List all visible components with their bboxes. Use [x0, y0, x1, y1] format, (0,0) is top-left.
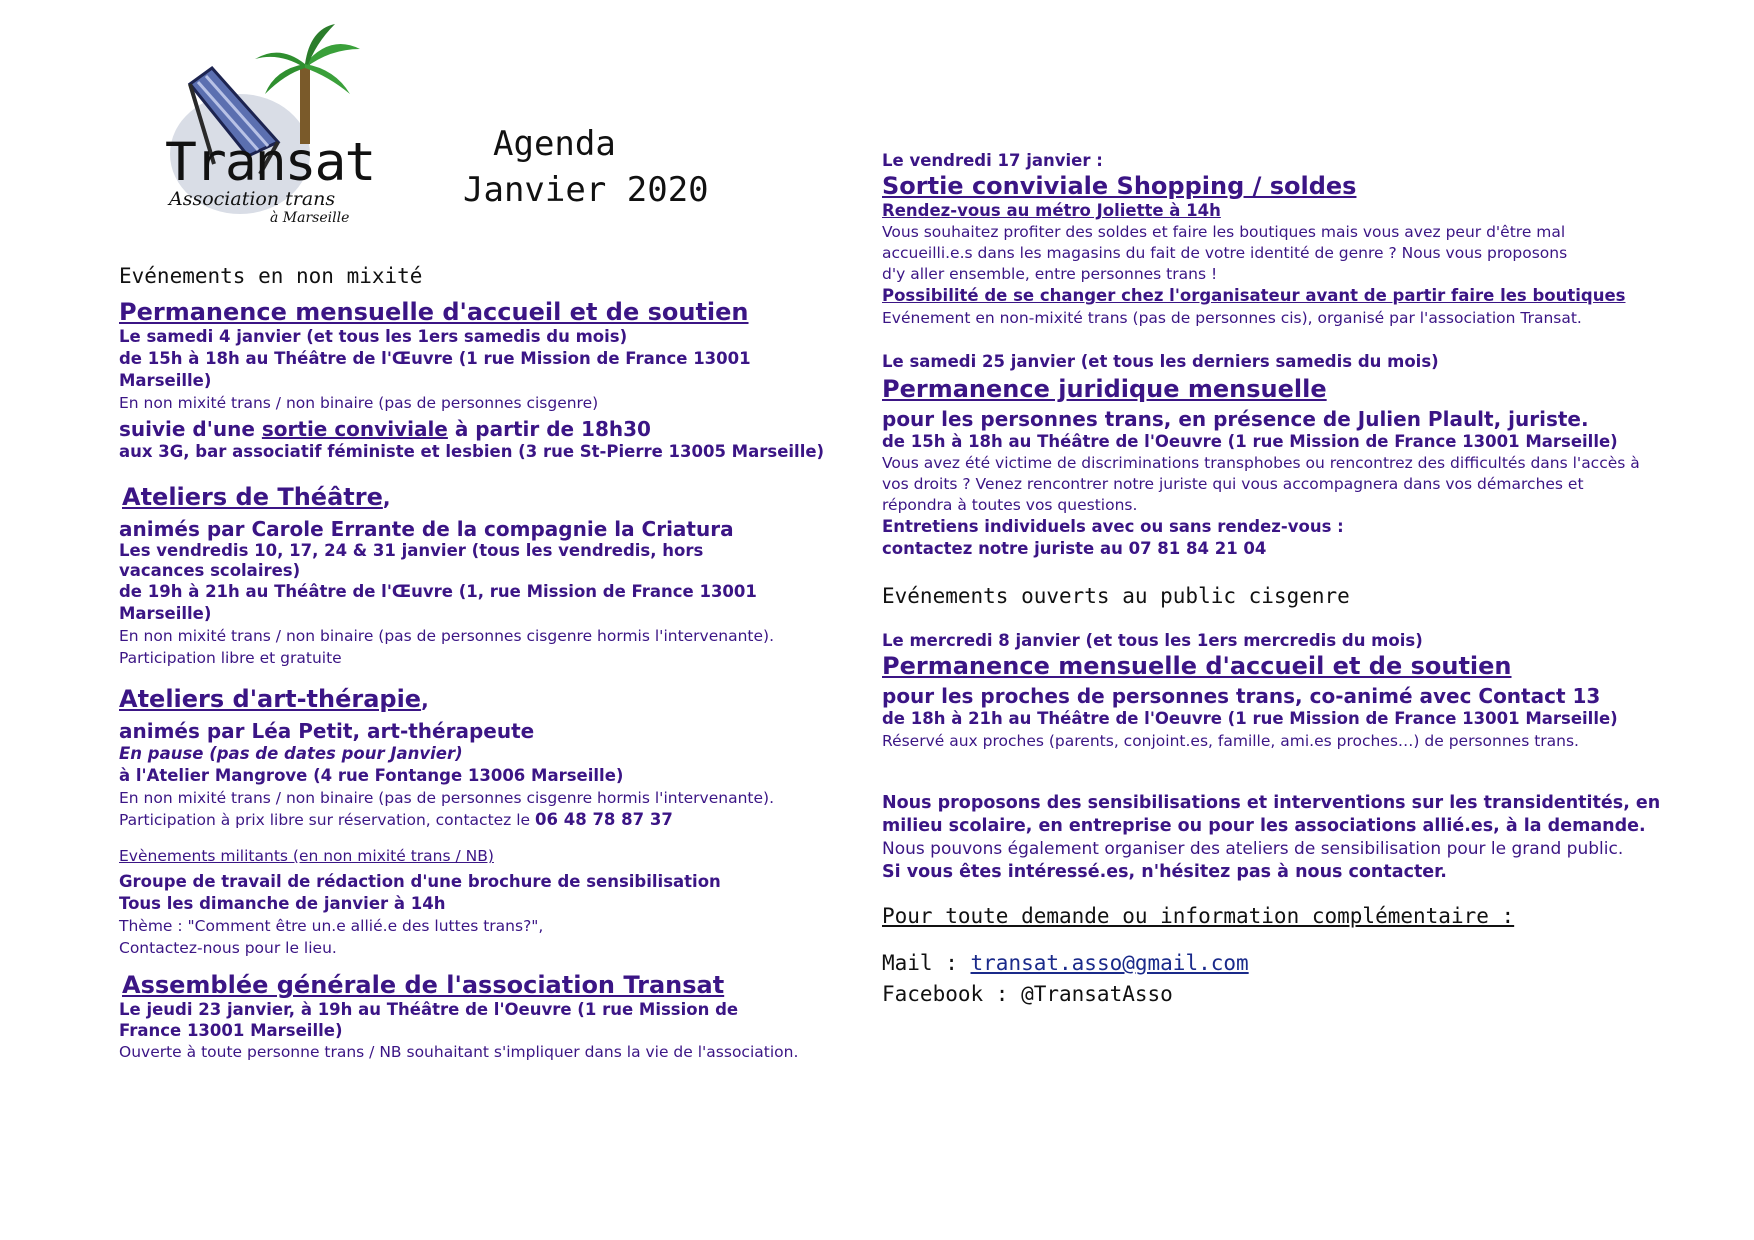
theatre-comma: , — [382, 486, 391, 510]
theatre-title: Ateliers de Théâtre — [122, 483, 383, 511]
art-note1: En non mixité trans / non binaire (pas de personnes cisgenre hormis l'intervenante). — [119, 789, 774, 807]
art-heading — [119, 685, 839, 713]
art-phone: 06 48 78 87 37 — [535, 810, 673, 829]
suivie-a: suivie d'une — [119, 417, 262, 441]
suivie-b: sortie conviviale — [261, 417, 448, 441]
header-agenda: Agenda — [493, 124, 616, 164]
theatre-heading — [119, 483, 839, 511]
jur-place: de 15h à 18h au Théâtre de l'Oeuvre (1 rue Mission de France 13001 Marseille) — [882, 432, 1618, 451]
header-month: Janvier 2020 — [463, 170, 709, 210]
art-title: Ateliers d'art-thérapie — [119, 685, 422, 713]
section-non-mixite: Evénements en non mixité — [119, 264, 423, 288]
shop-note: Evénement en non-mixité trans (pas de personnes cis), organisé par l'association Transat. — [882, 309, 1582, 327]
group-when: Tous les dimanche de janvier à 14h — [119, 894, 446, 913]
proches-title: Permanence mensuelle d'accueil et de soutien — [882, 652, 1512, 680]
left-column — [119, 264, 839, 1063]
shop-desc: Vous souhaitez profiter des soldes et faire les boutiques mais vous avez peur d'être mal accueilli.e.s dans les magasins du fait de votre identité de genre ? Nous vous proposons d'y aller ensemble, entre personnes trans ! — [882, 223, 1568, 283]
section-public: Evénements ouverts au public cisgenre — [882, 584, 1350, 608]
logo-wordmark: Transat — [165, 132, 375, 193]
theatre-dates: Les vendredis 10, 17, 24 & 31 janvier (tous les vendredis, hors vacances scolaires) — [119, 541, 704, 580]
theatre-note2: Participation libre et gratuite — [119, 649, 342, 667]
facebook-line — [882, 979, 1672, 1010]
proches-date: Le mercredi 8 janvier (et tous les 1ers mercredis du mois) — [882, 631, 1423, 650]
perm-note: En non mixité trans / non binaire (pas de personnes cisgenre) — [119, 394, 599, 412]
mail-link[interactable]: transat.asso@gmail.com — [970, 951, 1249, 975]
group-contact: Contactez-nous pour le lieu. — [119, 939, 337, 957]
jur-date: Le samedi 25 janvier (et tous les derniers samedis du mois) — [882, 352, 1439, 371]
info-heading: Pour toute demande ou information complémentaire : — [882, 904, 1515, 928]
sens-public: Nous pouvons également organiser des ateliers de sensibilisation pour le grand public. — [882, 839, 1624, 859]
jur-sub: pour les personnes trans, en présence de Julien Plault, juriste. — [882, 407, 1589, 431]
jur-ent: Entretiens individuels avec ou sans rendez-vous : — [882, 517, 1344, 536]
jur-contact: contactez notre juriste au 07 81 84 21 04 — [882, 539, 1267, 558]
sens-contact: Si vous êtes intéressé.es, n'hésitez pas à nous contacter. — [882, 862, 1447, 882]
shop-title: Sortie conviviale Shopping / soldes — [882, 172, 1357, 200]
ag-title: Assemblée générale de l'association Transat — [122, 971, 725, 999]
perm-date: Le samedi 4 janvier (et tous les 1ers samedis du mois) — [119, 327, 628, 346]
right-column — [882, 150, 1672, 1010]
art-note2-text: Participation à prix libre sur réservation, contactez le — [119, 811, 536, 829]
logo-subtitle: Association trans — [169, 188, 336, 210]
suivie-c: à partir de 18h30 — [447, 417, 651, 441]
theatre-anim: animés par Carole Errante de la compagnie la Criatura — [119, 517, 734, 541]
suivie-place: aux 3G, bar associatif féministe et lesbien (3 rue St-Pierre 13005 Marseille) — [119, 442, 825, 461]
shop-date: Le vendredi 17 janvier : — [882, 151, 1103, 170]
art-place: à l'Atelier Mangrove (4 rue Fontange 13006 Marseille) — [119, 766, 624, 785]
proches-note: Réservé aux proches (parents, conjoint.es, famille, ami.es proches…) de personnes trans. — [882, 732, 1579, 750]
mail-line — [882, 948, 1672, 979]
art-comma: , — [421, 688, 429, 712]
perm-title: Permanence mensuelle d'accueil et de soutien — [119, 298, 749, 326]
sens-text: Nous proposons des sensibilisations et interventions sur les transidentités, en milieu scolaire, en entreprise ou pour les associations allié.es, à la demande. — [882, 793, 1661, 836]
art-anim: animés par Léa Petit, art-thérapeute — [119, 719, 535, 743]
logo-city: à Marseille — [270, 210, 350, 226]
proches-place: de 18h à 21h au Théâtre de l'Oeuvre (1 rue Mission de France 13001 Marseille) — [882, 709, 1618, 728]
group-title: Groupe de travail de rédaction d'une brochure de sensibilisation — [119, 872, 721, 891]
perm-place: de 15h à 18h au Théâtre de l'Œuvre (1 rue Mission de France 13001 Marseille) — [119, 349, 751, 390]
mail-label: Mail : — [882, 951, 971, 975]
proches-sub: pour les proches de personnes trans, co-animé avec Contact 13 — [882, 684, 1601, 708]
theatre-note1: En non mixité trans / non binaire (pas de personnes cisgenre hormis l'intervenante). — [119, 627, 774, 645]
ag-when: Le jeudi 23 janvier, à 19h au Théâtre de l'Oeuvre (1 rue Mission de France 13001 Marseille) — [119, 1000, 739, 1040]
art-note2 — [119, 809, 839, 831]
jur-desc: Vous avez été victime de discriminations transphobes ou rencontrez des difficultés dans l'accès à vos droits ? Venez rencontrer notre juriste qui vous accompagnera dans vos démarches et répondra à toutes vos questions. — [882, 454, 1640, 514]
jur-title: Permanence juridique mensuelle — [882, 375, 1327, 403]
facebook-handle: @TransatAsso — [1021, 982, 1173, 1006]
suivie-line — [119, 417, 839, 441]
facebook-label: Facebook : — [882, 982, 1022, 1006]
ag-note: Ouverte à toute personne trans / NB souhaitant s'impliquer dans la vie de l'association. — [119, 1043, 799, 1061]
art-pause: En pause (pas de dates pour Janvier) — [119, 744, 463, 763]
group-theme: Thème : "Comment être un.e allié.e des luttes trans?", — [119, 917, 544, 935]
shop-change: Possibilité de se changer chez l'organisateur avant de partir faire les boutiques — [882, 286, 1626, 305]
militant-title: Evènements militants (en non mixité trans / NB) — [119, 847, 494, 865]
shop-rdv: Rendez-vous au métro Joliette à 14h — [882, 201, 1221, 220]
theatre-place: de 19h à 21h au Théâtre de l'Œuvre (1, rue Mission de France 13001 Marseille) — [119, 582, 757, 623]
